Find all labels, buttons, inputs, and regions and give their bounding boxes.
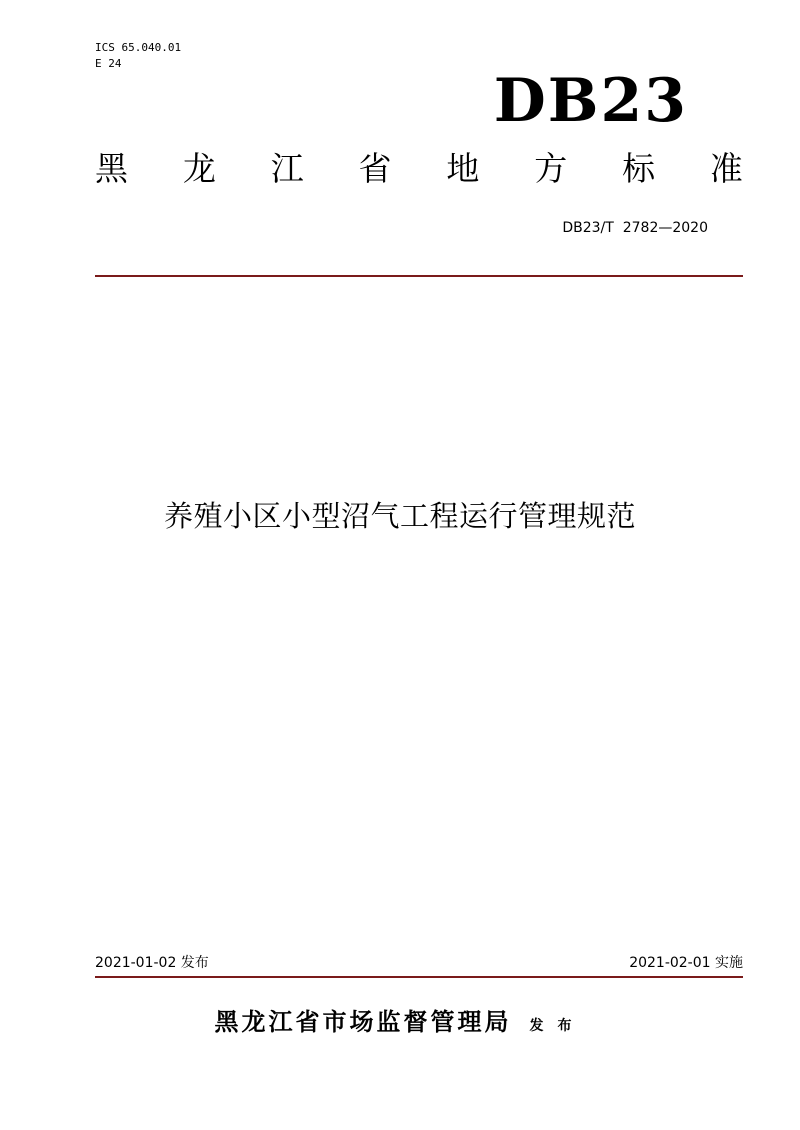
ics-code: ICS 65.040.01: [95, 41, 182, 54]
standard-type-char: 标: [622, 149, 656, 188]
top-divider: [95, 275, 743, 277]
standard-type-char: 方: [534, 149, 568, 188]
standard-type-char: 准: [709, 149, 743, 188]
standard-type-char: 省: [358, 149, 392, 188]
standard-type-char: 龙: [182, 149, 216, 188]
ccs-code: E 24: [95, 57, 122, 70]
issuer-organization: 黑龙江省市场监督管理局: [214, 1008, 512, 1036]
issuer-publish-label: 发布: [529, 1018, 586, 1034]
standard-type-title: [95, 146, 743, 192]
issue-date: 2021-01-02 发布: [95, 955, 209, 971]
bottom-divider: [95, 976, 743, 978]
standard-type-char: 地: [446, 149, 480, 188]
standard-type-char: 江: [270, 149, 304, 188]
classification-block: [95, 40, 181, 72]
standard-number: DB23/T 2782—2020: [562, 220, 708, 236]
document-title: 养殖小区小型沼气工程运行管理规范: [163, 499, 636, 533]
standard-code-mark: DB23: [493, 66, 688, 136]
standard-type-char: 黑: [95, 149, 128, 188]
implementation-date: 2021-02-01 实施: [629, 955, 743, 971]
issuer-line: [0, 1002, 800, 1037]
